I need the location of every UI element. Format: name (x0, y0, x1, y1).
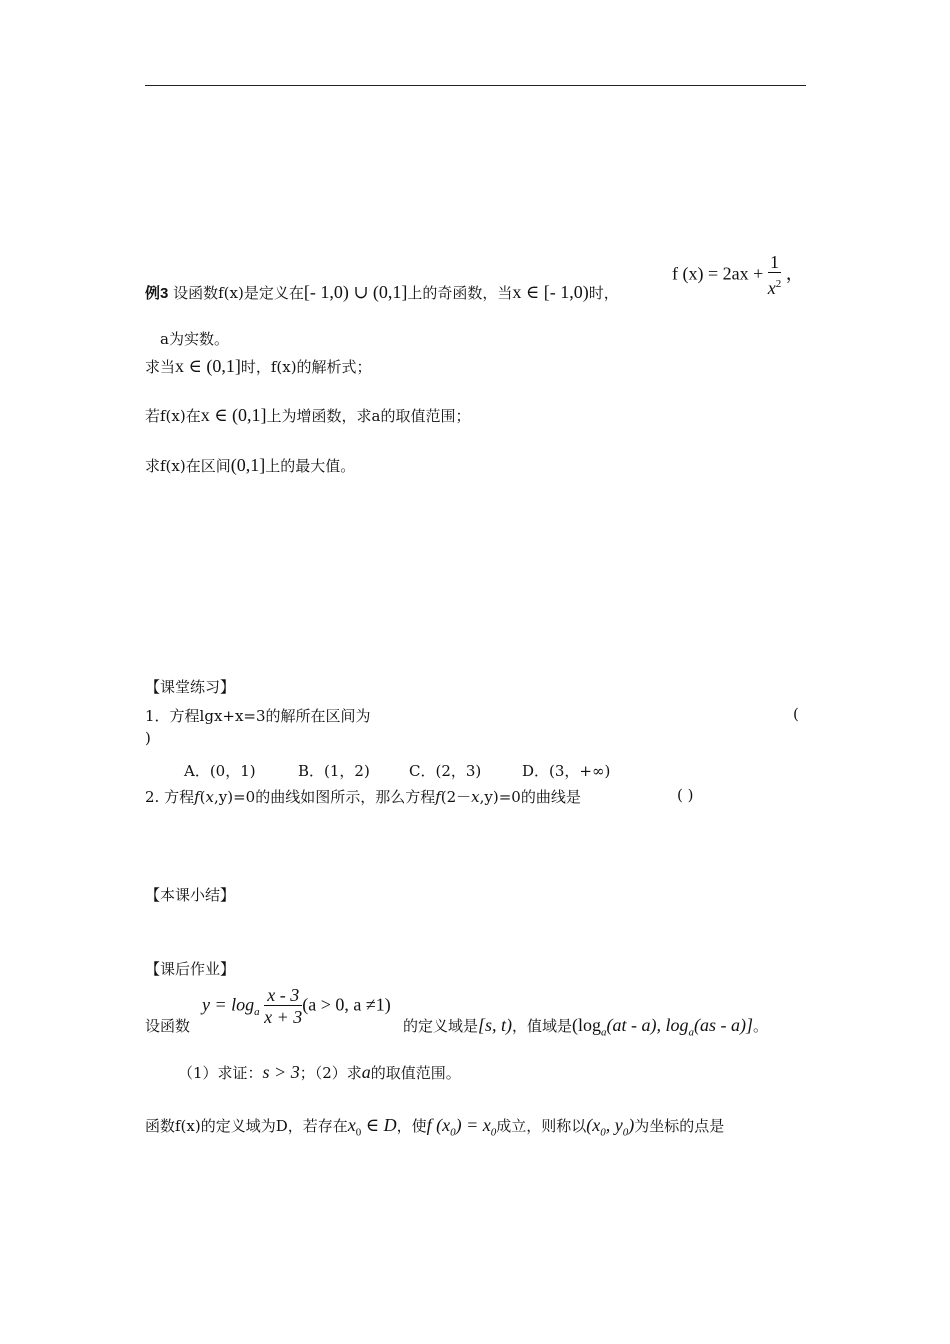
range-open: (log (572, 1015, 602, 1035)
function-formula (672, 252, 804, 299)
hw2-b: ，使 (396, 1117, 427, 1135)
hw1-log-base: a (254, 1006, 260, 1019)
hw2-f (426, 1115, 497, 1139)
q2-text-a: 若f(x)在 (145, 407, 201, 425)
hw1-range (572, 1015, 754, 1039)
hw2-c: 成立，则称以 (496, 1117, 587, 1135)
question-2 (145, 405, 470, 426)
denominator-var: x (767, 278, 776, 298)
hw2-f-sub2: 0 (490, 1126, 497, 1139)
summary-heading: 【本课小结】 (145, 886, 236, 904)
range-base1: a (601, 1026, 607, 1039)
example3-line1 (145, 282, 619, 303)
q1-math: x ∈ (0,1] (175, 356, 241, 376)
formula-lhs: f (x) = 2ax + (672, 263, 764, 284)
p1-b: ；（2）求 (299, 1064, 362, 1082)
formula-tail: ， (785, 263, 804, 284)
hw2-f-c: ) = x (455, 1115, 491, 1135)
p1-c: 的取值范围。 (370, 1064, 461, 1082)
range-mid: (at - a), log (606, 1015, 689, 1035)
practice-heading: 【课堂练习】 (145, 678, 236, 696)
p1-var: a (361, 1062, 371, 1082)
q1-text-b: 时，f(x)的解析式； (240, 358, 372, 376)
practice-q1-paren-open: ( (793, 705, 799, 723)
hw2-x0 (347, 1115, 397, 1139)
option-b: B．(1，2) (298, 762, 370, 780)
p1-math: s > 3 (262, 1062, 300, 1082)
hw2-pt-a: (x (586, 1115, 601, 1135)
p1-a: （1）求证： (178, 1064, 263, 1082)
denominator-exponent: 2 (775, 278, 782, 290)
range-end: (as - a)] (694, 1015, 754, 1035)
hw2-f-sub: 0 (450, 1126, 456, 1139)
hw1-cond: (a > 0, a ≠1) (302, 994, 391, 1015)
hw2-x0-sub: 0 (355, 1126, 362, 1139)
practice-q2-paren: ( ) (677, 786, 694, 804)
practice-q2 (145, 786, 581, 807)
hw2-f-a: f (x (426, 1115, 451, 1135)
hw2-point (586, 1115, 635, 1139)
hw2-a: 函数f(x)的定义域为D，若存在 (145, 1117, 348, 1135)
header-rule (145, 85, 806, 86)
domain-math: [- 1,0) ∪ (0,1] (303, 282, 408, 302)
option-d: D．(3，+∞) (522, 762, 611, 780)
q2-f1: f (194, 788, 200, 806)
fraction-numerator: 1 (768, 252, 782, 273)
q2-text-b: 上为增函数，求a的取值范围； (266, 407, 471, 425)
q2-x1: x (205, 788, 214, 806)
example3-text3: 时， (588, 284, 619, 302)
hw1-y-eq: y = log (202, 994, 255, 1015)
hw2-line (145, 1115, 724, 1139)
example-label: 例3 (145, 285, 169, 302)
question-1 (145, 356, 372, 377)
q3-math: (0,1] (230, 455, 266, 475)
q2-c: ,y)=0的曲线如图所示，那么方程 (213, 788, 436, 806)
hw1-line (403, 1015, 768, 1039)
hw2-pt-m: , y (605, 1115, 623, 1135)
example3-text2: 上的奇函数，当 (407, 284, 513, 302)
hw1-intro: 设函数 (145, 1017, 191, 1035)
hw2-d: 为坐标的点是 (634, 1117, 725, 1135)
hw1-function (202, 985, 391, 1028)
q2-a: 2. 方程 (145, 788, 195, 806)
hw2-in-d: ∈ D (365, 1115, 397, 1135)
hw1-text-b: 的定义域是 (403, 1017, 479, 1035)
q3-text-b: 上的最大值。 (265, 457, 356, 475)
hw1-text-c: ，值域是 (512, 1017, 573, 1035)
hw2-pt-e: ) (628, 1115, 635, 1135)
question-3 (145, 455, 355, 476)
hw1-parts (178, 1062, 461, 1083)
option-c: C．(2，3) (409, 762, 482, 780)
q1-text-a: 求当 (145, 358, 176, 376)
practice-q1: 1．方程lgx+x=3的解所在区间为 (145, 707, 371, 725)
q2-f2: f (435, 788, 441, 806)
example3-text1: 设函数f(x)是定义在 (173, 284, 304, 302)
hw1-frac-num: x - 3 (264, 985, 302, 1006)
hw2-x0-var: x (347, 1115, 356, 1135)
formula-fraction (768, 252, 782, 299)
hw1-fraction (264, 985, 302, 1028)
q2-b: ( (199, 788, 206, 806)
range-base2: a (688, 1026, 695, 1039)
q2-math: x ∈ (0,1] (200, 405, 267, 425)
q2-e: ,y)=0的曲线是 (479, 788, 581, 806)
q2-x2: x (471, 788, 480, 806)
hw2-pt-s1: 0 (600, 1126, 606, 1139)
q2-d: (2－ (440, 788, 472, 806)
hw1-frac-den: x + 3 (264, 1007, 303, 1027)
hw1-text-d: 。 (753, 1017, 769, 1035)
example3-line2: a为实数。 (160, 330, 229, 348)
condition-math: x ∈ [- 1,0) (512, 282, 589, 302)
hw2-pt-s2: 0 (622, 1126, 629, 1139)
fraction-denominator (768, 273, 782, 299)
q3-text-a: 求f(x)在区间 (145, 457, 231, 475)
homework-heading: 【课后作业】 (145, 960, 236, 978)
hw1-domain: [s, t) (478, 1015, 513, 1035)
practice-q1-paren-close: ) (145, 729, 151, 747)
option-a: A．(0，1) (184, 762, 256, 780)
